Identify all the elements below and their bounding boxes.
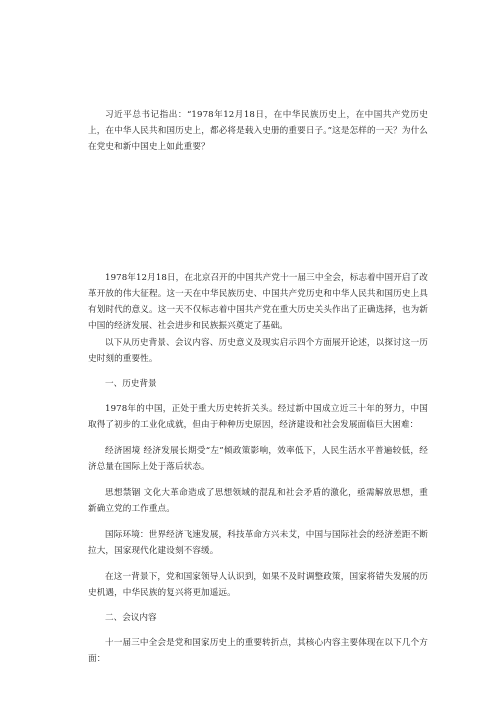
paragraph-7: 在这一背景下，党和国家领导人认识到，如果不及时调整政策，国家将错失发展的历史机遇，中华民族的复兴将更加遥远。 <box>88 572 428 598</box>
intro-paragraph: 习近平总书记指出：“1978年12月18日，在中华民族历史上，在中国共产党历史上，在中华人民共和国历史上，都必将是载入史册的重要日子。”这是怎样的一天？为什么在党史和新中国史上如此重要？ <box>88 110 428 152</box>
section-heading-1: 一、历史背景 <box>105 379 157 389</box>
section-heading-2: 二、会议内容 <box>105 613 157 623</box>
paragraph-5: 思想禁锢 文化大革命造成了思想领域的混乱和社会矛盾的激化，亟需解放思想，重新确立党的工作重点。 <box>88 488 428 514</box>
paragraph-8: 十一届三中全会是党和国家历史上的重要转折点，其核心内容主要体现在以下几个方面： <box>88 638 428 664</box>
blank-space <box>88 160 428 260</box>
paragraph-4: 经济困境 经济发展长期受“左”倾政策影响，效率低下，人民生活水平普遍较低，经济总量在国际上处于落后状态。 <box>88 446 428 472</box>
paragraph-1: 1978年12月18日，在北京召开的中国共产党十一届三中全会，标志着中国开启了改革开放的伟大征程。这一天在中华民族历史、中国共产党历史和中华人民共和国历史上具有划时代的意义。这一天不仅标志着中国共产党在重大历史关头作出了正确选择，也为新中国的经济发展、社会进步和民族振兴奠定了基础。 <box>88 273 428 331</box>
paragraph-6: 国际环境：世界经济飞速发展，科技革命方兴未艾，中国与国际社会的经济差距不断拉大，国家现代化建设刻不容缓。 <box>88 530 428 556</box>
paragraph-2: 以下从历史背景、会议内容、历史意义及现实启示四个方面展开论述，以探讨这一历史时刻的重要性。 <box>88 338 428 364</box>
paragraph-3: 1978年的中国，正处于重大历史转折关头。经过新中国成立近三十年的努力，中国取得了初步的工业化成就，但由于种种历史原因，经济建设和社会发展面临巨大困难： <box>88 404 428 430</box>
